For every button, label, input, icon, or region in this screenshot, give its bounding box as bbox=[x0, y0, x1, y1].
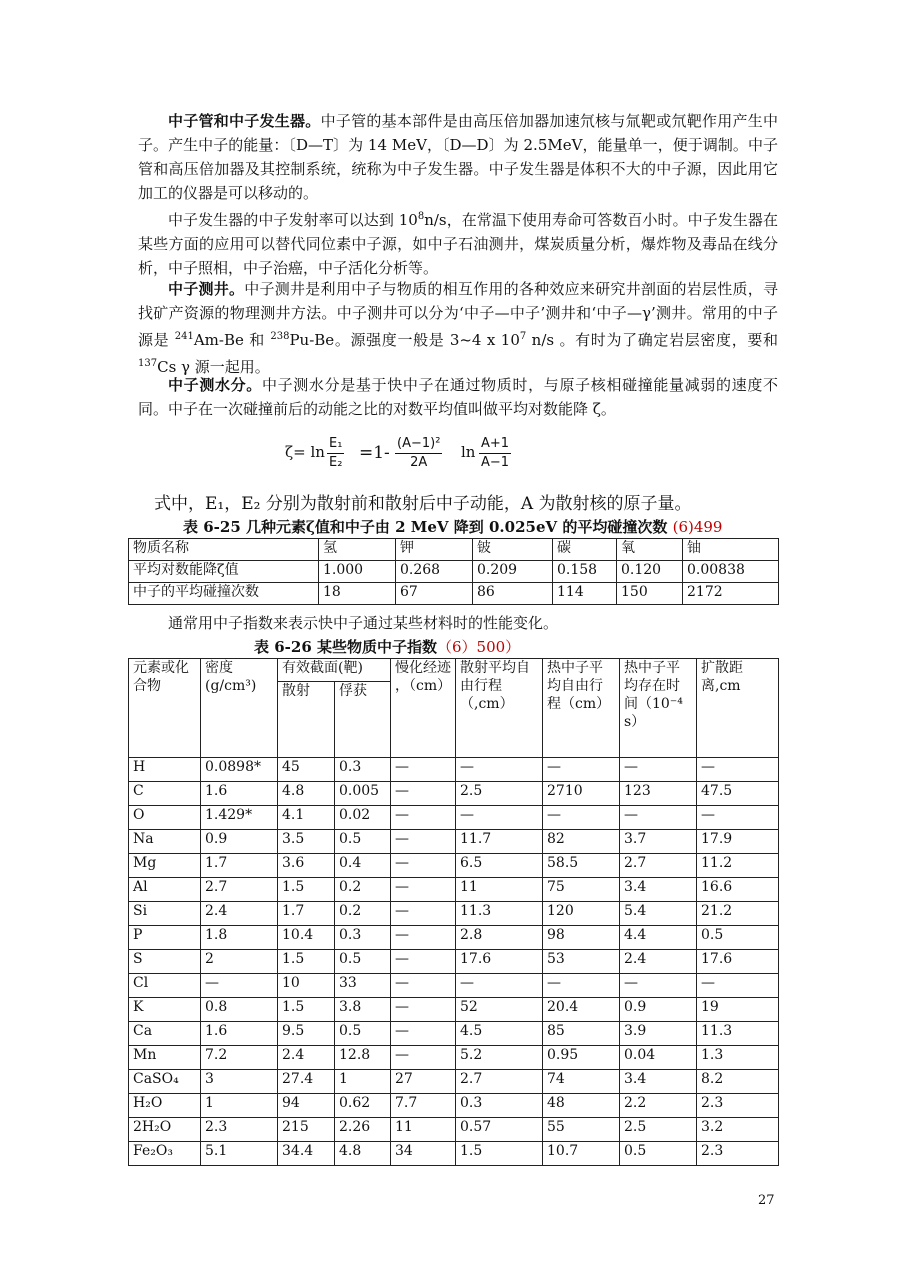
paragraph-text: n/s 。有时为了确定岩层密度，要和 bbox=[526, 331, 778, 349]
heading-neutron-moisture: 中子测水分。 bbox=[168, 376, 262, 394]
formula-explanation: 式中，E₁，E₂ 分别为散射前和散射后中子动能，A 为散射核的原子量。 bbox=[154, 494, 692, 514]
table-cell: 3.9 bbox=[620, 1022, 697, 1046]
table-row bbox=[129, 1046, 779, 1070]
table-cell: 2.5 bbox=[620, 1118, 697, 1142]
table-cell: 11.3 bbox=[697, 1022, 779, 1046]
superscript: 238 bbox=[270, 331, 290, 342]
formula-ln: ln bbox=[461, 443, 476, 461]
table-cell: — bbox=[391, 830, 456, 854]
header-thermal-lifetime: 热中子平均存在时间（10⁻⁴ s） bbox=[620, 659, 697, 758]
table-cell: 114 bbox=[553, 583, 617, 605]
caption-text: 表 6-26 某些物质中子指数 bbox=[254, 638, 437, 656]
table-cell: 2.3 bbox=[697, 1142, 779, 1166]
table-cell: Si bbox=[129, 902, 201, 926]
table-cell: 3.4 bbox=[620, 1070, 697, 1094]
table-cell: 氢 bbox=[319, 539, 396, 561]
table-cell: 16.6 bbox=[697, 878, 779, 902]
table-cell: 钾 bbox=[396, 539, 473, 561]
table-cell: 2.4 bbox=[201, 902, 278, 926]
table-row bbox=[129, 902, 779, 926]
table-cell: 85 bbox=[543, 1022, 620, 1046]
table-cell: 3.6 bbox=[278, 854, 335, 878]
table-cell: 0.57 bbox=[456, 1118, 543, 1142]
paragraph-text: 中子测水分是基于快中子在通过物质时，与原子核相碰撞能量减弱的速度不同。中子在一次碰撞前后的动能之比的对数平均值叫做平均对数能降 ζ。 bbox=[138, 376, 778, 418]
table-cell: 4.8 bbox=[335, 1142, 391, 1166]
table-cell: 27.4 bbox=[278, 1070, 335, 1094]
table-cell: 3.2 bbox=[697, 1118, 779, 1142]
table-cell: 1 bbox=[201, 1094, 278, 1118]
caption-text: 表 6-25 几种元素ζ值和中子由 2 MeV 降到 0.025eV 的平均碰撞次数 bbox=[183, 518, 668, 536]
header-cross-section: 有效截面(靶) bbox=[278, 659, 391, 682]
table-cell: 5.2 bbox=[456, 1046, 543, 1070]
table-cell: 33 bbox=[335, 974, 391, 998]
table-cell: 7.2 bbox=[201, 1046, 278, 1070]
table-cell: 0.5 bbox=[335, 1022, 391, 1046]
table-cell: — bbox=[391, 950, 456, 974]
table-cell: 0.0898* bbox=[201, 758, 278, 782]
table-cell: 0.005 bbox=[335, 782, 391, 806]
superscript: 7 bbox=[519, 331, 527, 342]
table-cell: K bbox=[129, 998, 201, 1022]
table-cell: 2.7 bbox=[456, 1070, 543, 1094]
table-cell: 0.9 bbox=[201, 830, 278, 854]
page-number: 27 bbox=[758, 1193, 775, 1208]
table-cell: 27 bbox=[391, 1070, 456, 1094]
header-density: 密度(g/cm³) bbox=[201, 659, 278, 758]
table-row bbox=[129, 1070, 779, 1094]
table-cell: 0.00838 bbox=[683, 561, 779, 583]
table1-caption bbox=[183, 516, 722, 537]
table-cell: 4.8 bbox=[278, 782, 335, 806]
table-row bbox=[129, 974, 779, 998]
table-cell: 2.8 bbox=[456, 926, 543, 950]
table-cell: — bbox=[620, 806, 697, 830]
table2-caption bbox=[254, 636, 520, 657]
table-cell: — bbox=[697, 974, 779, 998]
formula-equals: =1- bbox=[359, 443, 390, 463]
table-cell: 3.4 bbox=[620, 878, 697, 902]
table-cell: — bbox=[620, 974, 697, 998]
table-header-row bbox=[129, 659, 779, 682]
table-cell: 1.6 bbox=[201, 782, 278, 806]
table-cell: 0.62 bbox=[335, 1094, 391, 1118]
table-cell: 47.5 bbox=[697, 782, 779, 806]
table-cell: — bbox=[543, 974, 620, 998]
table-cell: 19 bbox=[697, 998, 779, 1022]
table-cell: 氧 bbox=[617, 539, 683, 561]
table-cell: 7.7 bbox=[391, 1094, 456, 1118]
table-cell: — bbox=[391, 782, 456, 806]
table-cell: — bbox=[620, 758, 697, 782]
table-cell: P bbox=[129, 926, 201, 950]
table-cell: 123 bbox=[620, 782, 697, 806]
table-cell: — bbox=[391, 854, 456, 878]
header-thermal-mfp: 热中子平均自由行程（cm） bbox=[543, 659, 620, 758]
table-cell: Mn bbox=[129, 1046, 201, 1070]
header-scatter-mfp: 散射平均自由行程（,cm） bbox=[456, 659, 543, 758]
table2-intro-text: 通常用中子指数来表示快中子通过某些材料时的性能变化。 bbox=[168, 614, 559, 632]
table-cell: 10.7 bbox=[543, 1142, 620, 1166]
table-cell: Fe₂O₃ bbox=[129, 1142, 201, 1166]
table-cell: 45 bbox=[278, 758, 335, 782]
table-cell: 2.4 bbox=[278, 1046, 335, 1070]
table-cell: — bbox=[201, 974, 278, 998]
table-cell: 0.3 bbox=[456, 1094, 543, 1118]
table-cell: 34.4 bbox=[278, 1142, 335, 1166]
table-cell: 2H₂O bbox=[129, 1118, 201, 1142]
table-cell: 150 bbox=[617, 583, 683, 605]
fraction-denominator: A−1 bbox=[481, 455, 510, 470]
paragraph-text: 中子发生器的中子发射率可以达到 10 bbox=[168, 211, 418, 229]
table-cell: 17.6 bbox=[456, 950, 543, 974]
table-row bbox=[129, 830, 779, 854]
table-cell: — bbox=[456, 974, 543, 998]
paragraph-neutron-moisture bbox=[138, 373, 778, 421]
table-cell: 6.5 bbox=[456, 854, 543, 878]
table-cell: Cl bbox=[129, 974, 201, 998]
table-row bbox=[129, 998, 779, 1022]
table-cell: 0.5 bbox=[335, 950, 391, 974]
table-cell: 2.5 bbox=[456, 782, 543, 806]
table-cell: — bbox=[543, 758, 620, 782]
table-cell: 物质名称 bbox=[129, 539, 319, 561]
table-cell: 1 bbox=[335, 1070, 391, 1094]
table-cell: — bbox=[697, 758, 779, 782]
table-cell: 0.2 bbox=[335, 878, 391, 902]
table-cell: 2.26 bbox=[335, 1118, 391, 1142]
table-row bbox=[129, 806, 779, 830]
table-cell: 94 bbox=[278, 1094, 335, 1118]
table-row bbox=[129, 1022, 779, 1046]
table-cell: 18 bbox=[319, 583, 396, 605]
table-cell: 17.6 bbox=[697, 950, 779, 974]
table-cell: 52 bbox=[456, 998, 543, 1022]
table-cell: 2.3 bbox=[697, 1094, 779, 1118]
table-cell: 0.209 bbox=[473, 561, 553, 583]
table-cell: 21.2 bbox=[697, 902, 779, 926]
fraction-denominator: 2A bbox=[410, 455, 428, 470]
table-cell: 碳 bbox=[553, 539, 617, 561]
table-cell: 2.7 bbox=[620, 854, 697, 878]
header-compound: 元素或化合物 bbox=[129, 659, 201, 758]
table-cell: 1.8 bbox=[201, 926, 278, 950]
table-cell: 11.3 bbox=[456, 902, 543, 926]
table-cell: — bbox=[391, 902, 456, 926]
table-cell: 48 bbox=[543, 1094, 620, 1118]
table-cell: 平均对数能降ζ值 bbox=[129, 561, 319, 583]
formula-fraction-e bbox=[327, 435, 344, 472]
table-cell: 1.5 bbox=[456, 1142, 543, 1166]
table-cell: 4.1 bbox=[278, 806, 335, 830]
table-cell: 0.2 bbox=[335, 902, 391, 926]
header-capture: 俘获 bbox=[335, 682, 391, 758]
table-cell: 0.120 bbox=[617, 561, 683, 583]
table-cell: 0.9 bbox=[620, 998, 697, 1022]
table-cell: CaSO₄ bbox=[129, 1070, 201, 1094]
table-cell: 1.5 bbox=[278, 878, 335, 902]
paragraph-text: 中子测井是利用中子与物质的相互作用的各种效应来研究井剖面的岩层性质，寻找矿产资源的物理测井方法。中子测井可以分为‘中子—中子’测井和‘中子—γ’测井。常用的中子源是 bbox=[138, 280, 778, 349]
table-row bbox=[129, 583, 779, 605]
table-cell: 2.7 bbox=[201, 878, 278, 902]
table-cell: 0.8 bbox=[201, 998, 278, 1022]
table-cell: — bbox=[391, 878, 456, 902]
table-cell: 53 bbox=[543, 950, 620, 974]
fraction-numerator: A+1 bbox=[479, 435, 511, 454]
paragraph-text: Pu-Be。源强度一般是 3~4 x 10 bbox=[289, 331, 520, 349]
table-cell: 98 bbox=[543, 926, 620, 950]
table-cell: — bbox=[456, 806, 543, 830]
table-cell: — bbox=[391, 998, 456, 1022]
table-cell: 11 bbox=[456, 878, 543, 902]
table-row bbox=[129, 758, 779, 782]
superscript: 8 bbox=[417, 211, 425, 222]
table-row bbox=[129, 1118, 779, 1142]
table-cell: 2.3 bbox=[201, 1118, 278, 1142]
table-cell: — bbox=[391, 758, 456, 782]
superscript: 137 bbox=[138, 358, 158, 369]
table-cell: 120 bbox=[543, 902, 620, 926]
paragraph-text: Cs γ 源一起用。 bbox=[157, 358, 270, 376]
heading-neutron-logging: 中子测井。 bbox=[168, 280, 245, 298]
table-cell: 9.5 bbox=[278, 1022, 335, 1046]
table-body bbox=[129, 758, 779, 1166]
table-cell: 0.4 bbox=[335, 854, 391, 878]
table-cell: 3.8 bbox=[335, 998, 391, 1022]
table-cell: 中子的平均碰撞次数 bbox=[129, 583, 319, 605]
table-cell: 1.6 bbox=[201, 1022, 278, 1046]
paragraph-neutron-logging bbox=[138, 277, 778, 379]
table-cell: 1.7 bbox=[201, 854, 278, 878]
table-cell: 0.158 bbox=[553, 561, 617, 583]
header-scatter: 散射 bbox=[278, 682, 335, 758]
table-cell: 0.268 bbox=[396, 561, 473, 583]
table-cell: 10.4 bbox=[278, 926, 335, 950]
table-cell: 17.9 bbox=[697, 830, 779, 854]
paragraph-text: 中子管的基本部件是由高压倍加器加速氘核与氚靶或氘靶作用产生中子。产生中子的能量：〔D—T〕为 14 MeV，〔D—D〕为 2.5MeV，能量单一，便于调制。中子管和高压倍加器及其控制系统，统称为中子发生器。中子发生器是体积不大的中子源，因此用它加工的仪器是可以移动的。 bbox=[138, 112, 778, 202]
paragraph-text: n/s，在常温下使用寿命可答数百小时。中子发生器在某些方面的应用可以替代同位素中子源，如中子石油测井，煤炭质量分析，爆炸物及毒品在线分析，中子照相，中子治癌，中子活化分析等。 bbox=[138, 211, 778, 277]
table-cell: 34 bbox=[391, 1142, 456, 1166]
table-cell: — bbox=[391, 1022, 456, 1046]
table-row bbox=[129, 926, 779, 950]
table-cell: 11 bbox=[391, 1118, 456, 1142]
table-cell: 2.4 bbox=[620, 950, 697, 974]
table-cell: 0.5 bbox=[697, 926, 779, 950]
table-cell: 铀 bbox=[683, 539, 779, 561]
table-cell: 0.04 bbox=[620, 1046, 697, 1070]
table-cell: — bbox=[391, 974, 456, 998]
table-row bbox=[129, 782, 779, 806]
table-row bbox=[129, 878, 779, 902]
table-cell: 20.4 bbox=[543, 998, 620, 1022]
table-cell: S bbox=[129, 950, 201, 974]
formula-fraction-b bbox=[479, 435, 511, 472]
table-cell: 0.5 bbox=[620, 1142, 697, 1166]
table-cell: 铍 bbox=[473, 539, 553, 561]
table-cell: Mg bbox=[129, 854, 201, 878]
table-cell: 5.1 bbox=[201, 1142, 278, 1166]
table-cell: 1.5 bbox=[278, 950, 335, 974]
header-diffusion-length: 扩散距离,cm bbox=[697, 659, 779, 758]
table-cell: 86 bbox=[473, 583, 553, 605]
table-cell: O bbox=[129, 806, 201, 830]
table-cell: 0.3 bbox=[335, 926, 391, 950]
formula-zeta bbox=[285, 432, 525, 478]
table-cell: — bbox=[391, 806, 456, 830]
table-cell: 58.5 bbox=[543, 854, 620, 878]
table-cell: 2710 bbox=[543, 782, 620, 806]
table-cell: 2.2 bbox=[620, 1094, 697, 1118]
table-cell: 0.5 bbox=[335, 830, 391, 854]
table-row bbox=[129, 950, 779, 974]
table-cell: 2 bbox=[201, 950, 278, 974]
table-cell: Na bbox=[129, 830, 201, 854]
table-cell: H bbox=[129, 758, 201, 782]
table-cell: 3.7 bbox=[620, 830, 697, 854]
table-cell: 2172 bbox=[683, 583, 779, 605]
table-row bbox=[129, 561, 779, 583]
table-cell: 3.5 bbox=[278, 830, 335, 854]
table-cell: 82 bbox=[543, 830, 620, 854]
table-cell: C bbox=[129, 782, 201, 806]
caption-reference: (6)499 bbox=[672, 518, 723, 536]
table-collision-counts bbox=[128, 538, 779, 605]
table-cell: 67 bbox=[396, 583, 473, 605]
table-cell: 1.000 bbox=[319, 561, 396, 583]
table-cell: 12.8 bbox=[335, 1046, 391, 1070]
table-cell: Ca bbox=[129, 1022, 201, 1046]
table-cell: 1.429* bbox=[201, 806, 278, 830]
fraction-denominator: E₂ bbox=[329, 455, 343, 470]
table-row bbox=[129, 1142, 779, 1166]
table-cell: 0.3 bbox=[335, 758, 391, 782]
superscript: 241 bbox=[174, 331, 194, 342]
table-cell: 1.3 bbox=[697, 1046, 779, 1070]
table-cell: 11.2 bbox=[697, 854, 779, 878]
table-row bbox=[129, 1094, 779, 1118]
table-cell: 74 bbox=[543, 1070, 620, 1094]
paragraph-generator bbox=[138, 205, 778, 280]
table-cell: 3 bbox=[201, 1070, 278, 1094]
paragraph-neutron-tube bbox=[138, 109, 778, 205]
table-cell: — bbox=[697, 806, 779, 830]
table-header-row bbox=[129, 539, 779, 561]
header-slowing-length: 慢化经迹 ，（cm） bbox=[391, 659, 456, 758]
table-cell: Al bbox=[129, 878, 201, 902]
paragraph-text: Am-Be 和 bbox=[193, 331, 271, 349]
formula-lhs: ζ= ln bbox=[285, 443, 325, 461]
table-cell: 4.5 bbox=[456, 1022, 543, 1046]
caption-reference: （6）500） bbox=[436, 638, 521, 656]
fraction-numerator: E₁ bbox=[327, 435, 344, 454]
table-cell: 75 bbox=[543, 878, 620, 902]
table-cell: 5.4 bbox=[620, 902, 697, 926]
fraction-numerator: (A−1)² bbox=[395, 435, 442, 454]
table-cell: 10 bbox=[278, 974, 335, 998]
table-cell: 4.4 bbox=[620, 926, 697, 950]
formula-fraction-a bbox=[395, 435, 442, 472]
table-cell: 1.5 bbox=[278, 998, 335, 1022]
table-cell: — bbox=[391, 1046, 456, 1070]
table-cell: 11.7 bbox=[456, 830, 543, 854]
table-cell: 215 bbox=[278, 1118, 335, 1142]
table-cell: 0.95 bbox=[543, 1046, 620, 1070]
table-row bbox=[129, 854, 779, 878]
table-neutron-indices bbox=[128, 658, 779, 1166]
table-cell: 0.02 bbox=[335, 806, 391, 830]
table-cell: — bbox=[543, 806, 620, 830]
table-cell: — bbox=[456, 758, 543, 782]
table-cell: — bbox=[391, 926, 456, 950]
table-cell: 8.2 bbox=[697, 1070, 779, 1094]
table-cell: 55 bbox=[543, 1118, 620, 1142]
table-cell: H₂O bbox=[129, 1094, 201, 1118]
heading-neutron-tube: 中子管和中子发生器。 bbox=[168, 112, 321, 130]
table-cell: 1.7 bbox=[278, 902, 335, 926]
